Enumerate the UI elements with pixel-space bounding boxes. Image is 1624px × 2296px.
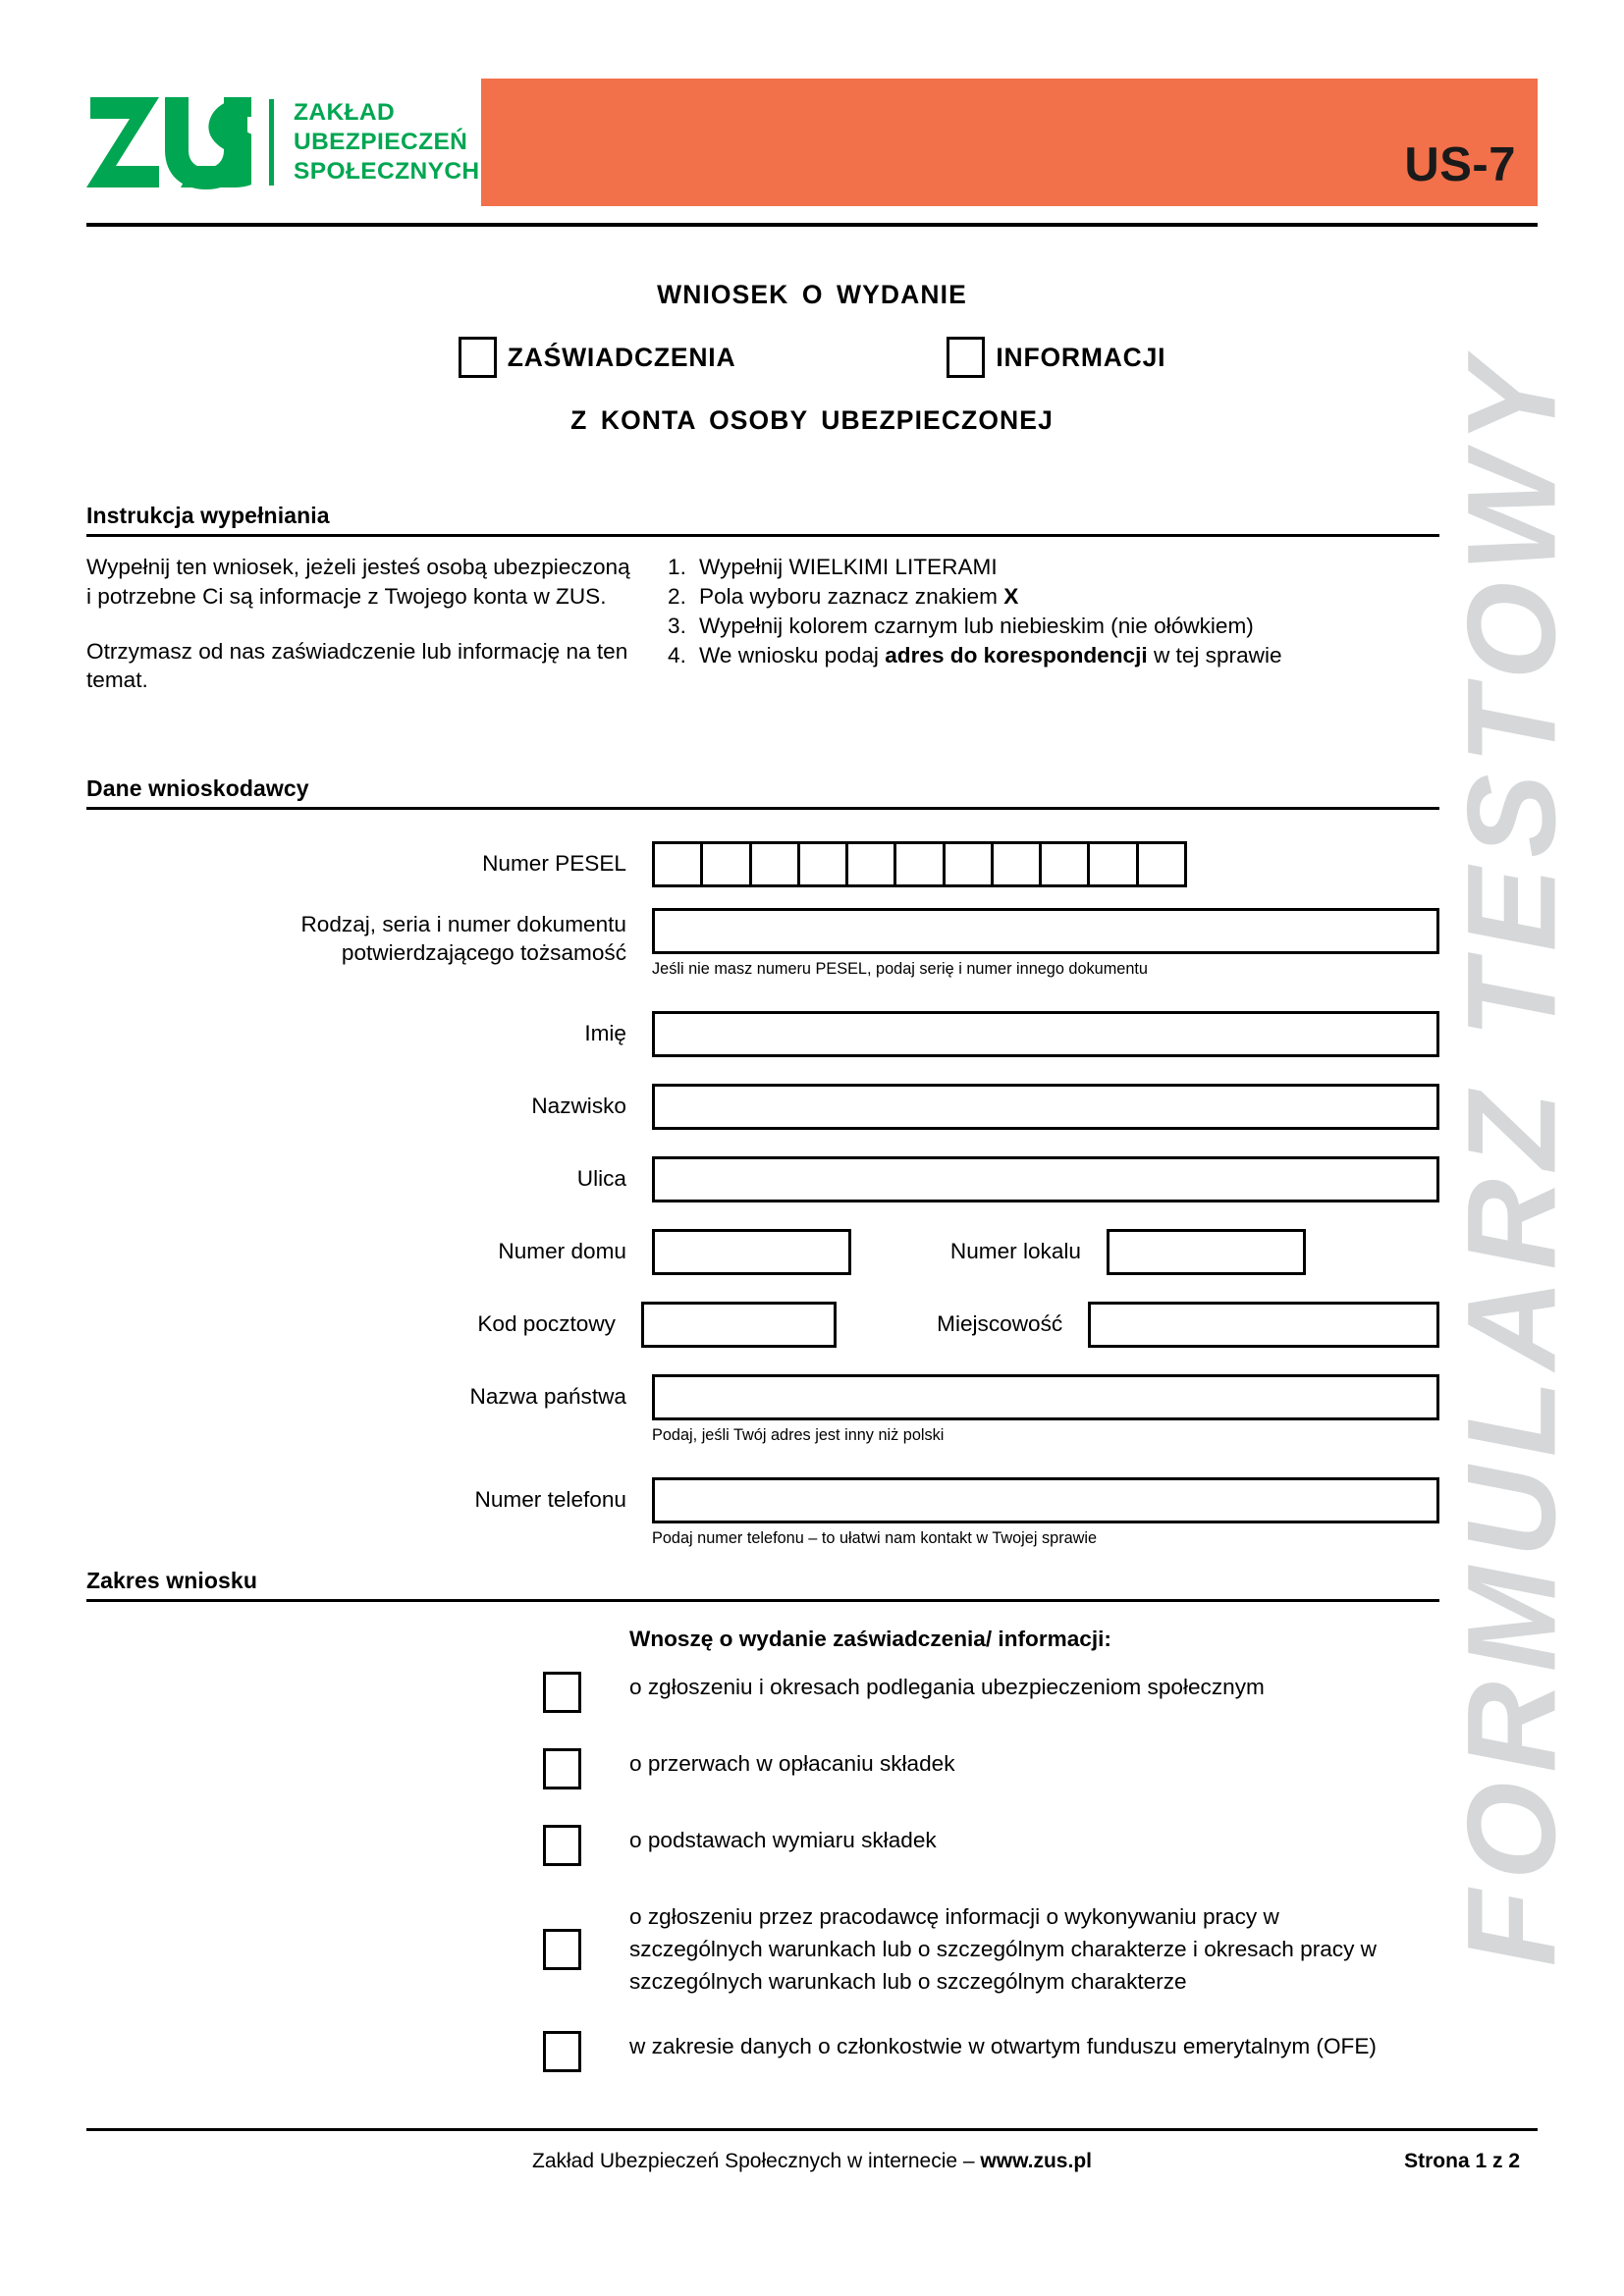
field-row-pesel: [86, 841, 1439, 887]
checkbox-scope-4[interactable]: [543, 1929, 581, 1970]
logo-divider: [269, 99, 274, 186]
form-title-line-3: Z KONTA OSOBY UBEZPIECZONEJ: [570, 405, 1054, 435]
pesel-cell[interactable]: [1042, 844, 1090, 884]
scope-option-1-label: o zgłoszeniu i okresach podlegania ubezpieczeniom społecznym: [629, 1675, 1265, 1699]
checkbox-zaswiadczenia[interactable]: [459, 337, 497, 378]
scope-checkbox-list: [543, 1672, 1466, 2072]
instruction-step: [668, 641, 1282, 670]
page-header: [86, 79, 1538, 226]
choice-informacji[interactable]: [947, 337, 1165, 378]
scope-option-4[interactable]: [543, 1901, 1466, 1998]
checkbox-scope-2[interactable]: [543, 1748, 581, 1789]
pesel-cell[interactable]: [800, 844, 848, 884]
field-row-postcode-city: [86, 1302, 1439, 1348]
form-title-line-1: WNIOSEK O WYDANIE: [657, 280, 967, 309]
pesel-cell[interactable]: [896, 844, 945, 884]
section-zakres-rule: [86, 1599, 1439, 1602]
instruction-paragraphs: [86, 553, 636, 695]
label-identity-document-line-2: potwierdzającego tożsamość: [341, 940, 626, 966]
field-row-phone: [86, 1477, 1439, 1548]
pesel-cell[interactable]: [848, 844, 896, 884]
checkbox-informacji[interactable]: [947, 337, 985, 378]
checkbox-scope-5[interactable]: [543, 2031, 581, 2072]
instruction-step-number: 3.: [668, 614, 686, 639]
page-footer: [86, 2150, 1538, 2189]
instruction-steps: [668, 553, 1282, 695]
hint-identity-document: Jeśli nie masz numeru PESEL, podaj serię i numer innego dokumentu: [652, 960, 1148, 978]
instruction-step: [668, 582, 1282, 612]
label-postcode: Kod pocztowy: [477, 1311, 616, 1336]
scope-intro-text: Wnoszę o wydanie zaświadczenia/ informacji:: [629, 1627, 1111, 1651]
form-code-banner: [481, 79, 1538, 206]
label-house-number: Numer domu: [498, 1239, 626, 1263]
scope-option-5[interactable]: [543, 2031, 1466, 2072]
label-city: Miejscowość: [937, 1311, 1063, 1336]
footer-divider: [86, 2128, 1538, 2131]
scope-option-2-label: o przerwach w opłacaniu składek: [629, 1751, 955, 1776]
pesel-cell[interactable]: [946, 844, 994, 884]
footer-website-link[interactable]: www.zus.pl: [980, 2150, 1092, 2172]
instruction-step-number: 2.: [668, 584, 686, 610]
field-row-last-name: [86, 1084, 1439, 1130]
input-phone[interactable]: [652, 1477, 1439, 1523]
input-last-name[interactable]: [652, 1084, 1439, 1130]
logo-wordmark: [294, 98, 480, 187]
form-title-choices: [86, 337, 1538, 378]
input-country[interactable]: [652, 1374, 1439, 1420]
label-phone: Numer telefonu: [474, 1487, 626, 1512]
label-identity-document: [86, 908, 626, 968]
scope-option-5-label: w zakresie danych o członkostwie w otwartym funduszu emerytalnym (OFE): [629, 2034, 1377, 2059]
section-instrukcja-title: Instrukcja wypełniania: [86, 503, 330, 528]
instruction-step-number: 1.: [668, 555, 686, 579]
scope-option-4-label: o zgłoszeniu przez pracodawcę informacji o wykonywaniu pracy w szczególnych warunkach lub o szczególnym charakterze i okresach pracy w szczególnych warunkach lub o szczególnym charakterze: [629, 1904, 1377, 1994]
section-instrukcja-rule: [86, 534, 1439, 537]
logo-word-line-3: SPOŁECZNYCH: [294, 158, 480, 186]
scope-option-3[interactable]: [543, 1825, 1466, 1866]
input-street[interactable]: [652, 1156, 1439, 1202]
input-pesel[interactable]: [652, 841, 1187, 887]
instruction-paragraph: Otrzymasz od nas zaświadczenie lub informację na ten temat.: [86, 638, 628, 693]
scope-option-2[interactable]: [543, 1748, 1466, 1789]
label-last-name: Nazwisko: [531, 1094, 626, 1118]
section-dane-wnioskodawcy: [86, 775, 1439, 810]
instruction-step: [668, 553, 1282, 582]
section-dane-title: Dane wnioskodawcy: [86, 775, 309, 801]
section-zakres-wniosku: [86, 1568, 1439, 1602]
field-row-identity-document: [86, 908, 1439, 979]
input-first-name[interactable]: [652, 1011, 1439, 1057]
logo-word-line-2: UBEZPIECZEŃ: [294, 128, 468, 155]
input-identity-document[interactable]: [652, 908, 1439, 954]
hint-country: Podaj, jeśli Twój adres jest inny niż polski: [652, 1426, 945, 1444]
choice-zaswiadczenia-label: ZAŚWIADCZENIA: [507, 342, 736, 372]
field-row-house-flat: [86, 1229, 1439, 1275]
input-city[interactable]: [1088, 1302, 1439, 1348]
logo-word-line-1: ZAKŁAD: [294, 98, 396, 126]
instruction-step-text: We wniosku podaj adres do korespondencji w tej sprawie: [699, 643, 1282, 668]
zus-logo: [86, 88, 480, 196]
checkbox-scope-1[interactable]: [543, 1672, 581, 1713]
pesel-cell[interactable]: [752, 844, 800, 884]
form-code-label: US-7: [1404, 138, 1516, 191]
pesel-cell[interactable]: [1090, 844, 1138, 884]
label-street: Ulica: [576, 1166, 626, 1191]
checkbox-scope-3[interactable]: [543, 1825, 581, 1866]
instruction-paragraph: Wypełnij ten wniosek, jeżeli jesteś osobą ubezpieczoną i potrzebne Ci są informacje z Twojego konta w ZUS.: [86, 555, 630, 609]
label-country: Nazwa państwa: [469, 1384, 626, 1409]
instruction-step-number: 4.: [668, 643, 686, 668]
footer-website-text: Zakład Ubezpieczeń Społecznych w internecie – www.zus.pl: [532, 2150, 1092, 2172]
label-first-name: Imię: [584, 1021, 626, 1045]
hint-phone: Podaj numer telefonu – to ułatwi nam kontakt w Twojej sprawie: [652, 1529, 1098, 1547]
footer-page-number: Strona 1 z 2: [1404, 2150, 1520, 2172]
section-zakres-title: Zakres wniosku: [86, 1568, 257, 1593]
input-flat-number[interactable]: [1107, 1229, 1306, 1275]
input-postcode[interactable]: [641, 1302, 837, 1348]
field-row-street: [86, 1156, 1439, 1202]
label-identity-document-line-1: Rodzaj, seria i numer dokumentu: [300, 912, 626, 936]
section-dane-rule: [86, 807, 1439, 810]
input-house-number[interactable]: [652, 1229, 851, 1275]
scope-option-1[interactable]: [543, 1672, 1466, 1713]
choice-zaswiadczenia[interactable]: [459, 337, 736, 378]
instruction-step: [668, 612, 1282, 641]
pesel-cell[interactable]: [703, 844, 751, 884]
section-instrukcja: [86, 503, 1439, 537]
label-pesel: Numer PESEL: [482, 851, 626, 876]
pesel-cell[interactable]: [1139, 844, 1184, 884]
instruction-step-text: Wypełnij WIELKIMI LITERAMI: [699, 555, 998, 579]
scope-option-3-label: o podstawach wymiaru składek: [629, 1828, 937, 1852]
instruction-step-text: Pola wyboru zaznacz znakiem X: [699, 584, 1019, 610]
pesel-cell[interactable]: [655, 844, 703, 884]
instruction-body: [86, 553, 1471, 695]
field-row-first-name: [86, 1011, 1439, 1057]
field-row-country: [86, 1374, 1439, 1445]
pesel-cell[interactable]: [994, 844, 1042, 884]
instruction-step-text: Wypełnij kolorem czarnym lub niebieskim (nie ołówkiem): [699, 614, 1254, 639]
watermark-text: FORMULARZ TESTOWY: [1441, 349, 1583, 1967]
header-divider: [86, 223, 1538, 227]
choice-informacji-label: INFORMACJI: [996, 342, 1166, 372]
label-flat-number: Numer lokalu: [949, 1239, 1081, 1263]
form-title-block: [86, 280, 1538, 436]
zus-logo-icon: [86, 89, 251, 195]
